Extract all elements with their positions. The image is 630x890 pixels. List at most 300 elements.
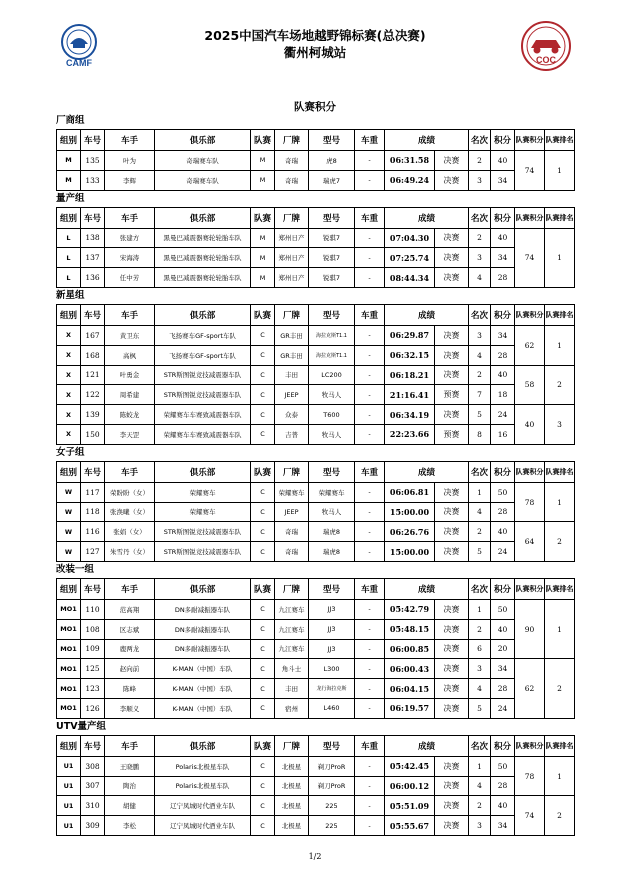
cell-weight: - bbox=[355, 776, 385, 796]
cell-car-no: 150 bbox=[81, 424, 105, 444]
cell-model: 瑞虎8 bbox=[309, 522, 355, 542]
cell-points: 34 bbox=[491, 248, 515, 268]
cell-car-no: 167 bbox=[81, 325, 105, 345]
cell-round: 决赛 bbox=[435, 639, 469, 659]
cell-points: 34 bbox=[491, 659, 515, 679]
cell-round: 决赛 bbox=[435, 776, 469, 796]
cell-team: M bbox=[251, 248, 275, 268]
cell-driver: 陶治 bbox=[105, 776, 155, 796]
cell-weight: - bbox=[355, 268, 385, 288]
cell-group: W bbox=[57, 522, 81, 542]
cell-model: 牧马人 bbox=[309, 385, 355, 405]
cell-brand: 吉普 bbox=[275, 424, 309, 444]
cell-points: 24 bbox=[491, 405, 515, 425]
camf-logo-text: CAMF bbox=[66, 58, 92, 68]
cell-rank: 4 bbox=[469, 776, 491, 796]
col-points: 积分 bbox=[491, 578, 515, 599]
cell-car-no: 127 bbox=[81, 542, 105, 562]
cell-round: 预赛 bbox=[435, 385, 469, 405]
cell-rank: 2 bbox=[469, 522, 491, 542]
page-number: 1/2 bbox=[308, 852, 322, 861]
cell-model: 锐骐7 bbox=[309, 228, 355, 248]
cell-team-points: 58 bbox=[515, 365, 545, 405]
coc-logo-icon bbox=[520, 20, 572, 72]
cell-car-no: 310 bbox=[81, 796, 105, 816]
col-result: 成绩 bbox=[385, 130, 469, 151]
cell-round: 预赛 bbox=[435, 424, 469, 444]
cell-round: 决赛 bbox=[435, 325, 469, 345]
col-team: 队赛 bbox=[251, 461, 275, 482]
cell-team-rank: 2 bbox=[545, 522, 575, 562]
cell-brand: 众泰 bbox=[275, 405, 309, 425]
cell-points: 34 bbox=[491, 816, 515, 836]
col-club: 俱乐部 bbox=[155, 735, 251, 756]
cell-points: 28 bbox=[491, 268, 515, 288]
group-title: 新星组 bbox=[56, 289, 85, 301]
cell-team-rank: 1 bbox=[545, 151, 575, 191]
cell-team-rank: 2 bbox=[545, 365, 575, 405]
col-result: 成绩 bbox=[385, 461, 469, 482]
table-row bbox=[57, 151, 575, 171]
cell-points: 28 bbox=[491, 776, 515, 796]
cell-points: 34 bbox=[491, 170, 515, 190]
cell-driver: 李辉 bbox=[105, 170, 155, 190]
cell-team-rank: 1 bbox=[545, 482, 575, 522]
cell-model: 虎8 bbox=[309, 151, 355, 171]
cell-group: X bbox=[57, 345, 81, 365]
cell-brand: 奇瑞 bbox=[275, 151, 309, 171]
cell-brand: JEEP bbox=[275, 385, 309, 405]
cell-points: 28 bbox=[491, 679, 515, 699]
cell-brand: 宿州 bbox=[275, 698, 309, 718]
cell-round: 决赛 bbox=[435, 268, 469, 288]
table-row bbox=[57, 385, 575, 405]
col-rank: 名次 bbox=[469, 578, 491, 599]
table-row bbox=[57, 345, 575, 365]
cell-weight: - bbox=[355, 639, 385, 659]
cell-weight: - bbox=[355, 796, 385, 816]
cell-brand: 奇瑞 bbox=[275, 170, 309, 190]
col-team-points: 队赛积分 bbox=[515, 207, 545, 228]
cell-car-no: 308 bbox=[81, 756, 105, 776]
cell-time: 06:00.85 bbox=[385, 639, 435, 659]
table-row bbox=[57, 248, 575, 268]
cell-time: 21:16.41 bbox=[385, 385, 435, 405]
cell-rank: 4 bbox=[469, 679, 491, 699]
cell-model: 锐骐7 bbox=[309, 248, 355, 268]
cell-team: C bbox=[251, 502, 275, 522]
col-weight: 车重 bbox=[355, 461, 385, 482]
cell-round: 决赛 bbox=[435, 619, 469, 639]
cell-model: 剃刀ProR bbox=[309, 756, 355, 776]
cell-team-points: 78 bbox=[515, 756, 545, 796]
cell-team: C bbox=[251, 816, 275, 836]
cell-model: 荣耀赛车 bbox=[309, 482, 355, 502]
cell-group: M bbox=[57, 170, 81, 190]
cell-team: C bbox=[251, 424, 275, 444]
col-group: 组别 bbox=[57, 461, 81, 482]
col-rank: 名次 bbox=[469, 461, 491, 482]
cell-team: C bbox=[251, 325, 275, 345]
cell-car-no: 123 bbox=[81, 679, 105, 699]
cell-points: 50 bbox=[491, 756, 515, 776]
col-model: 型号 bbox=[309, 130, 355, 151]
cell-club: Polaris北极星车队 bbox=[155, 776, 251, 796]
cell-weight: - bbox=[355, 482, 385, 502]
col-team: 队赛 bbox=[251, 735, 275, 756]
cell-rank: 4 bbox=[469, 502, 491, 522]
col-team-rank: 队赛排名 bbox=[545, 578, 575, 599]
cell-team-rank: 3 bbox=[545, 405, 575, 445]
col-team-points: 队赛积分 bbox=[515, 461, 545, 482]
col-driver: 车手 bbox=[105, 304, 155, 325]
col-club: 俱乐部 bbox=[155, 304, 251, 325]
cell-model: 锐骐7 bbox=[309, 268, 355, 288]
cell-rank: 2 bbox=[469, 796, 491, 816]
cell-round: 决赛 bbox=[435, 816, 469, 836]
col-weight: 车重 bbox=[355, 304, 385, 325]
cell-points: 40 bbox=[491, 151, 515, 171]
cell-car-no: 139 bbox=[81, 405, 105, 425]
cell-driver: 鹿两龙 bbox=[105, 639, 155, 659]
cell-weight: - bbox=[355, 424, 385, 444]
col-result: 成绩 bbox=[385, 735, 469, 756]
table-row bbox=[57, 170, 575, 190]
cell-points: 40 bbox=[491, 619, 515, 639]
cell-car-no: 307 bbox=[81, 776, 105, 796]
cell-round: 决赛 bbox=[435, 542, 469, 562]
cell-driver: 叶勇金 bbox=[105, 365, 155, 385]
cell-weight: - bbox=[355, 659, 385, 679]
cell-weight: - bbox=[355, 365, 385, 385]
cell-team: C bbox=[251, 756, 275, 776]
cell-club: 黑曼巴减震器赛轮轮胎车队 bbox=[155, 248, 251, 268]
cell-rank: 2 bbox=[469, 619, 491, 639]
col-brand: 厂牌 bbox=[275, 304, 309, 325]
cell-model: 瑞虎8 bbox=[309, 542, 355, 562]
cell-rank: 1 bbox=[469, 599, 491, 619]
cell-team: M bbox=[251, 151, 275, 171]
cell-club: STR斯图锐竞技减震器车队 bbox=[155, 365, 251, 385]
cell-round: 决赛 bbox=[435, 756, 469, 776]
cell-team-rank: 1 bbox=[545, 228, 575, 287]
cell-driver: 李松 bbox=[105, 816, 155, 836]
col-weight: 车重 bbox=[355, 578, 385, 599]
cell-team-rank: 1 bbox=[545, 756, 575, 796]
cell-rank: 7 bbox=[469, 385, 491, 405]
cell-model: JJ3 bbox=[309, 619, 355, 639]
col-brand: 厂牌 bbox=[275, 735, 309, 756]
cell-model: JJ3 bbox=[309, 599, 355, 619]
cell-car-no: 309 bbox=[81, 816, 105, 836]
cell-points: 16 bbox=[491, 424, 515, 444]
col-car-no: 车号 bbox=[81, 578, 105, 599]
cell-brand: JEEP bbox=[275, 502, 309, 522]
cell-team-rank: 1 bbox=[545, 325, 575, 365]
col-team: 队赛 bbox=[251, 578, 275, 599]
table-row bbox=[57, 639, 575, 659]
cell-model: 225 bbox=[309, 796, 355, 816]
cell-weight: - bbox=[355, 228, 385, 248]
cell-time: 15:00.00 bbox=[385, 502, 435, 522]
cell-rank: 5 bbox=[469, 405, 491, 425]
cell-car-no: 108 bbox=[81, 619, 105, 639]
cell-weight: - bbox=[355, 385, 385, 405]
cell-group: W bbox=[57, 502, 81, 522]
cell-time: 06:00.12 bbox=[385, 776, 435, 796]
cell-rank: 3 bbox=[469, 325, 491, 345]
col-group: 组别 bbox=[57, 735, 81, 756]
cell-driver: 赵向前 bbox=[105, 659, 155, 679]
group-table bbox=[56, 735, 575, 836]
cell-driver: 陈峰 bbox=[105, 679, 155, 699]
document-title: 2025中国汽车场地越野锦标赛(总决赛) bbox=[204, 28, 426, 43]
cell-weight: - bbox=[355, 170, 385, 190]
col-result: 成绩 bbox=[385, 578, 469, 599]
col-driver: 车手 bbox=[105, 461, 155, 482]
table-row bbox=[57, 698, 575, 718]
cell-model: 剃刀ProR bbox=[309, 776, 355, 796]
cell-team: C bbox=[251, 345, 275, 365]
cell-time: 05:42.45 bbox=[385, 756, 435, 776]
cell-car-no: 133 bbox=[81, 170, 105, 190]
cell-club: K-MAN（中国）车队 bbox=[155, 698, 251, 718]
cell-group: L bbox=[57, 268, 81, 288]
cell-rank: 1 bbox=[469, 482, 491, 502]
cell-brand: 丰田 bbox=[275, 365, 309, 385]
cell-club: 辽宁凤城时代酒业车队 bbox=[155, 796, 251, 816]
cell-model: 龙行海拉克斯 bbox=[309, 679, 355, 699]
cell-club: DN多耐减振器车队 bbox=[155, 639, 251, 659]
col-model: 型号 bbox=[309, 207, 355, 228]
cell-club: STR斯图锐竞技减震器车队 bbox=[155, 385, 251, 405]
cell-model: LC200 bbox=[309, 365, 355, 385]
group-table bbox=[56, 207, 575, 288]
cell-team-points: 40 bbox=[515, 405, 545, 445]
col-weight: 车重 bbox=[355, 207, 385, 228]
cell-weight: - bbox=[355, 599, 385, 619]
col-brand: 厂牌 bbox=[275, 461, 309, 482]
group-table bbox=[56, 461, 575, 562]
cell-team-rank: 2 bbox=[545, 659, 575, 718]
cell-model: L460 bbox=[309, 698, 355, 718]
col-model: 型号 bbox=[309, 304, 355, 325]
cell-driver: 黄卫东 bbox=[105, 325, 155, 345]
cell-rank: 1 bbox=[469, 756, 491, 776]
col-team-rank: 队赛排名 bbox=[545, 461, 575, 482]
cell-team: C bbox=[251, 365, 275, 385]
cell-round: 决赛 bbox=[435, 228, 469, 248]
cell-club: 辽宁凤城时代酒业车队 bbox=[155, 816, 251, 836]
col-car-no: 车号 bbox=[81, 207, 105, 228]
cell-round: 决赛 bbox=[435, 248, 469, 268]
group-table bbox=[56, 578, 575, 719]
cell-car-no: 122 bbox=[81, 385, 105, 405]
cell-weight: - bbox=[355, 325, 385, 345]
cell-club: STR斯图锐竞技减震器车队 bbox=[155, 542, 251, 562]
cell-weight: - bbox=[355, 502, 385, 522]
cell-brand: 北极星 bbox=[275, 776, 309, 796]
col-team: 队赛 bbox=[251, 130, 275, 151]
cell-club: K-MAN（中国）车队 bbox=[155, 659, 251, 679]
cell-group: U1 bbox=[57, 776, 81, 796]
col-team: 队赛 bbox=[251, 304, 275, 325]
cell-team: C bbox=[251, 619, 275, 639]
cell-club: 飞扬赛车GF-sport车队 bbox=[155, 325, 251, 345]
col-team-rank: 队赛排名 bbox=[545, 130, 575, 151]
cell-club: Polaris北极星车队 bbox=[155, 756, 251, 776]
cell-driver: 区志斌 bbox=[105, 619, 155, 639]
table-row bbox=[57, 522, 575, 542]
cell-points: 40 bbox=[491, 365, 515, 385]
group-table bbox=[56, 129, 575, 191]
col-club: 俱乐部 bbox=[155, 207, 251, 228]
cell-points: 24 bbox=[491, 698, 515, 718]
cell-group: X bbox=[57, 405, 81, 425]
cell-team-points: 74 bbox=[515, 228, 545, 287]
table-header-row bbox=[57, 207, 575, 228]
cell-club: DN多耐减振器车队 bbox=[155, 619, 251, 639]
cell-group: X bbox=[57, 385, 81, 405]
cell-model: JJ3 bbox=[309, 639, 355, 659]
cell-round: 决赛 bbox=[435, 345, 469, 365]
cell-brand: 奇瑞 bbox=[275, 522, 309, 542]
col-model: 型号 bbox=[309, 461, 355, 482]
table-row bbox=[57, 228, 575, 248]
cell-model: 瑞虎7 bbox=[309, 170, 355, 190]
col-team-rank: 队赛排名 bbox=[545, 304, 575, 325]
cell-points: 40 bbox=[491, 796, 515, 816]
col-car-no: 车号 bbox=[81, 304, 105, 325]
cell-rank: 2 bbox=[469, 365, 491, 385]
col-result: 成绩 bbox=[385, 207, 469, 228]
cell-weight: - bbox=[355, 756, 385, 776]
cell-time: 05:55.67 bbox=[385, 816, 435, 836]
cell-rank: 3 bbox=[469, 248, 491, 268]
cell-group: X bbox=[57, 424, 81, 444]
cell-car-no: 125 bbox=[81, 659, 105, 679]
cell-club: 荣耀赛车车赛致减震器车队 bbox=[155, 405, 251, 425]
cell-time: 15:00.00 bbox=[385, 542, 435, 562]
col-team-points: 队赛积分 bbox=[515, 578, 545, 599]
cell-driver: 李天罡 bbox=[105, 424, 155, 444]
cell-points: 20 bbox=[491, 639, 515, 659]
cell-points: 24 bbox=[491, 542, 515, 562]
cell-team-points: 64 bbox=[515, 522, 545, 562]
col-group: 组别 bbox=[57, 304, 81, 325]
cell-rank: 2 bbox=[469, 151, 491, 171]
cell-driver: 张涣曦（女） bbox=[105, 502, 155, 522]
cell-brand: 九江赛车 bbox=[275, 639, 309, 659]
cell-team: C bbox=[251, 776, 275, 796]
col-driver: 车手 bbox=[105, 578, 155, 599]
cell-driver: 张建方 bbox=[105, 228, 155, 248]
col-driver: 车手 bbox=[105, 735, 155, 756]
col-points: 积分 bbox=[491, 207, 515, 228]
cell-rank: 5 bbox=[469, 698, 491, 718]
group-table bbox=[56, 304, 575, 445]
cell-brand: 荣耀赛车 bbox=[275, 482, 309, 502]
cell-car-no: 136 bbox=[81, 268, 105, 288]
cell-brand: 角斗士 bbox=[275, 659, 309, 679]
cell-car-no: 118 bbox=[81, 502, 105, 522]
cell-points: 28 bbox=[491, 345, 515, 365]
cell-round: 决赛 bbox=[435, 405, 469, 425]
cell-rank: 8 bbox=[469, 424, 491, 444]
col-result: 成绩 bbox=[385, 304, 469, 325]
cell-car-no: 109 bbox=[81, 639, 105, 659]
cell-driver: 陈蛟龙 bbox=[105, 405, 155, 425]
table-header-row bbox=[57, 735, 575, 756]
cell-team-rank: 2 bbox=[545, 796, 575, 836]
cell-team: C bbox=[251, 599, 275, 619]
cell-time: 06:31.58 bbox=[385, 151, 435, 171]
cell-points: 34 bbox=[491, 325, 515, 345]
cell-team-rank: 1 bbox=[545, 599, 575, 658]
coc-logo-text: COC bbox=[536, 55, 556, 65]
cell-team: M bbox=[251, 228, 275, 248]
col-model: 型号 bbox=[309, 735, 355, 756]
cell-driver: 范高翔 bbox=[105, 599, 155, 619]
col-weight: 车重 bbox=[355, 130, 385, 151]
results-groups bbox=[56, 113, 574, 836]
col-points: 积分 bbox=[491, 130, 515, 151]
cell-team-points: 90 bbox=[515, 599, 545, 658]
cell-rank: 2 bbox=[469, 228, 491, 248]
cell-points: 50 bbox=[491, 482, 515, 502]
cell-time: 06:34.19 bbox=[385, 405, 435, 425]
cell-group: U1 bbox=[57, 756, 81, 776]
cell-group: MO1 bbox=[57, 599, 81, 619]
cell-brand: 郑州日产 bbox=[275, 248, 309, 268]
cell-group: MO1 bbox=[57, 639, 81, 659]
cell-team: M bbox=[251, 170, 275, 190]
cell-time: 05:48.15 bbox=[385, 619, 435, 639]
cell-weight: - bbox=[355, 816, 385, 836]
table-header-row bbox=[57, 461, 575, 482]
col-rank: 名次 bbox=[469, 207, 491, 228]
cell-weight: - bbox=[355, 405, 385, 425]
cell-team: C bbox=[251, 405, 275, 425]
cell-model: 海拉克斯T1.1 bbox=[309, 345, 355, 365]
cell-car-no: 110 bbox=[81, 599, 105, 619]
cell-points: 40 bbox=[491, 522, 515, 542]
cell-round: 决赛 bbox=[435, 151, 469, 171]
cell-brand: 北极星 bbox=[275, 756, 309, 776]
cell-time: 06:32.15 bbox=[385, 345, 435, 365]
cell-rank: 3 bbox=[469, 816, 491, 836]
cell-driver: 荣盼盼（女） bbox=[105, 482, 155, 502]
table-row bbox=[57, 816, 575, 836]
cell-group: MO1 bbox=[57, 619, 81, 639]
table-row bbox=[57, 325, 575, 345]
cell-weight: - bbox=[355, 248, 385, 268]
col-club: 俱乐部 bbox=[155, 578, 251, 599]
cell-time: 22:23.66 bbox=[385, 424, 435, 444]
cell-round: 决赛 bbox=[435, 522, 469, 542]
section-title: 队赛积分 bbox=[294, 101, 336, 113]
cell-points: 18 bbox=[491, 385, 515, 405]
cell-club: K-MAN（中国）车队 bbox=[155, 679, 251, 699]
cell-driver: 李顺义 bbox=[105, 698, 155, 718]
col-brand: 厂牌 bbox=[275, 130, 309, 151]
cell-weight: - bbox=[355, 151, 385, 171]
cell-rank: 3 bbox=[469, 659, 491, 679]
cell-weight: - bbox=[355, 522, 385, 542]
cell-model: 牧马人 bbox=[309, 424, 355, 444]
table-row bbox=[57, 756, 575, 776]
cell-driver: 张娟（女） bbox=[105, 522, 155, 542]
